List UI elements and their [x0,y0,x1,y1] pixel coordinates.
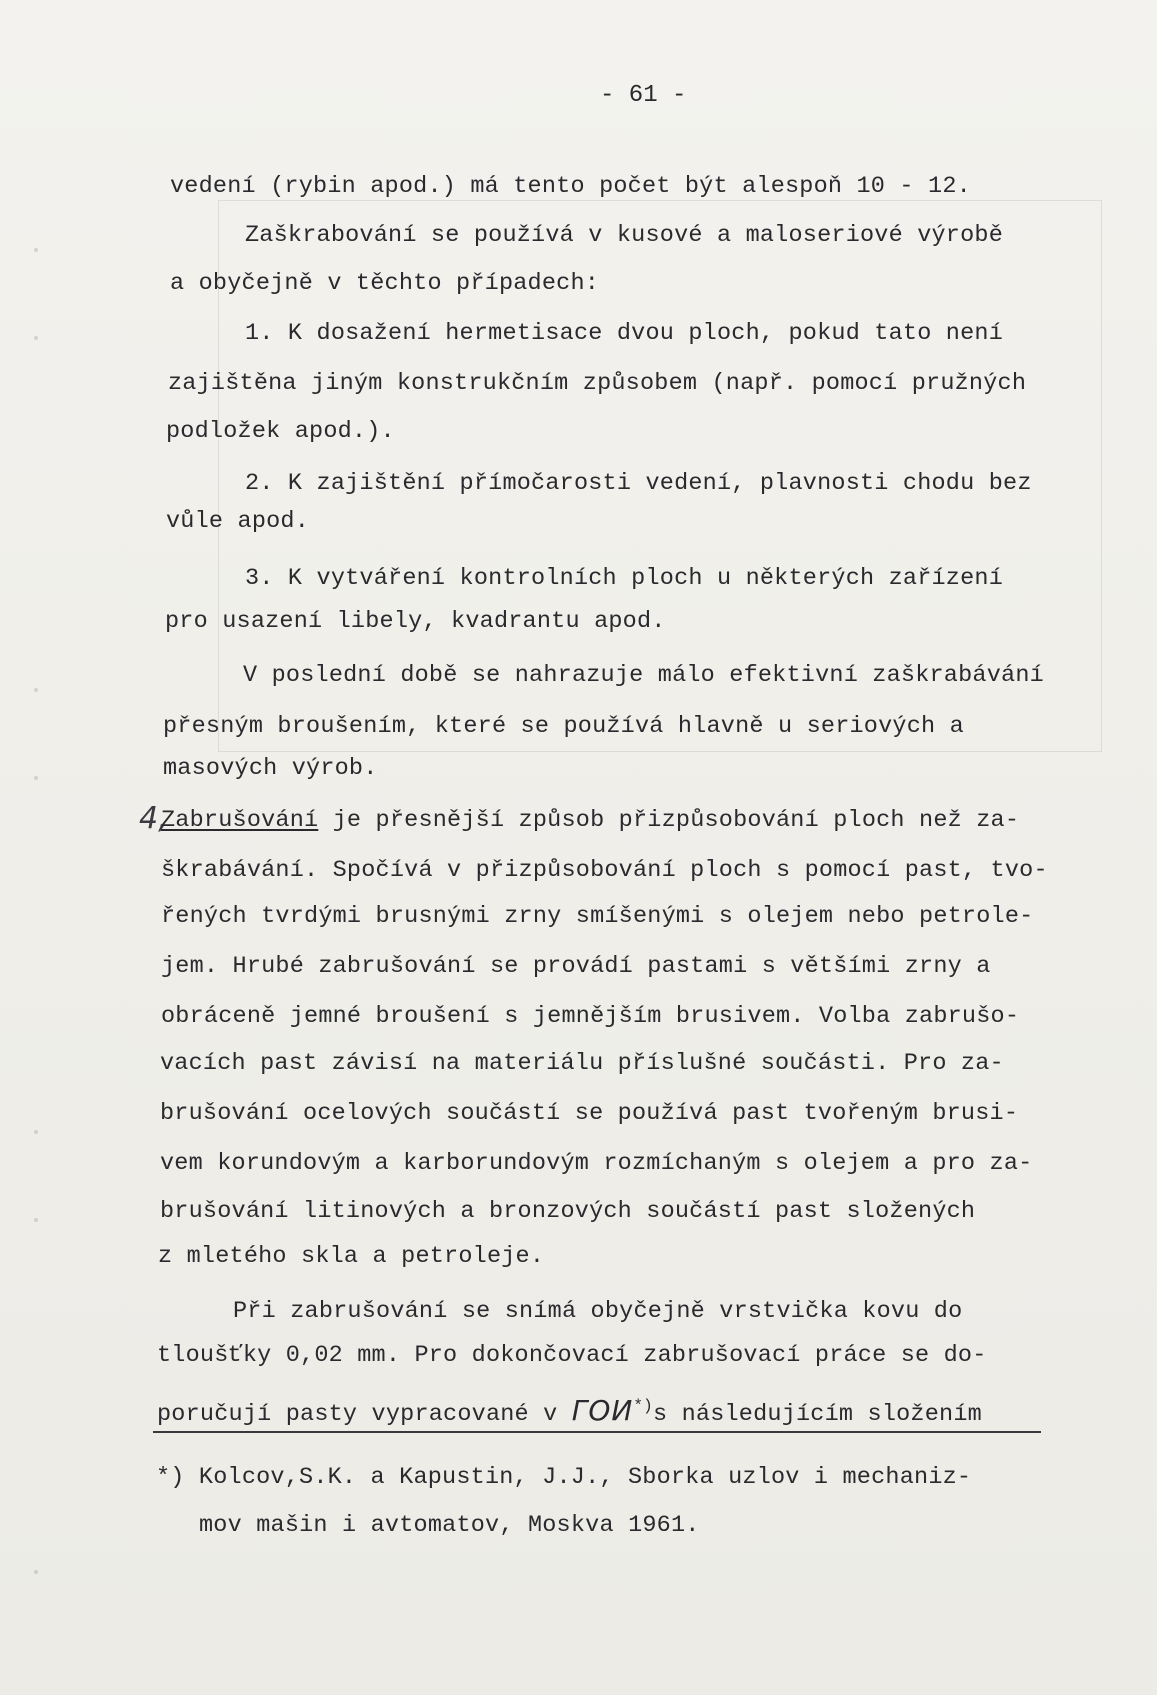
margin-speck [34,1218,38,1222]
body-line: řených tvrdými brusnými zrny smíšenými s olejem nebo petrole- [161,903,1034,930]
body-line: vedení (rybin apod.) má tento počet být alespoň 10 - 12. [170,173,971,200]
body-line-text: je přesnější způsob přizpůsobování ploch než za- [318,807,1020,834]
handwritten-abbreviation: ГОИ [571,1394,634,1427]
body-line: tloušťky 0,02 mm. Pro dokončovací zabrušovací práce se do- [157,1342,987,1369]
list-item: 3. K vytváření kontrolních ploch u některých zařízení [245,565,1004,592]
list-item: 2. K zajištění přímočarosti vedení, plavnosti chodu bez [245,470,1032,497]
body-line: zajištěna jiným konstrukčním způsobem (např. pomocí pružných [168,370,1027,397]
footnote-line: mov mašin i avtomatov, Moskva 1961. [199,1512,700,1539]
body-line: pro usazení libely, kvadrantu apod. [165,608,666,635]
body-line: a obyčejně v těchto případech: [170,270,600,297]
body-line: brušování ocelových součástí se používá past tvořeným brusi- [160,1100,1019,1127]
body-line: přesným broušením, které se používá hlavně u seriových a [163,713,964,740]
list-item: 1. K dosažení hermetisace dvou ploch, pokud tato není [245,320,1004,347]
body-line: podložek apod.). [166,418,395,445]
margin-speck [34,248,38,252]
body-line: z mletého skla a petroleje. [158,1243,545,1270]
body-line-text: poručují pasty vypracované v [157,1401,572,1428]
margin-speck [34,336,38,340]
margin-speck [34,1130,38,1134]
body-line: škrabávání. Spočívá v přizpůsobování ploch s pomocí past, tvo- [161,857,1048,884]
body-line-text: s následujícím složením [652,1401,982,1428]
handwritten-margin-number: 4, [139,801,168,836]
body-line: jem. Hrubé zabrušování se provádí pastami s většími zrny a [161,953,991,980]
page-number: - 61 - [600,82,687,109]
body-line: vem korundovým a karborundovým rozmíchaným s olejem a pro za- [160,1150,1033,1177]
margin-speck [34,688,38,692]
body-line [157,1392,982,1429]
margin-speck [34,1570,38,1574]
footnote-line: *) Kolcov,S.K. a Kapustin, J.J., Sborka uzlov i mechaniz- [156,1464,972,1491]
footnote-marker: *) [633,1397,653,1415]
body-line: brušování litinových a bronzových součástí past složených [160,1198,976,1225]
body-line: obráceně jemné broušení s jemnějším brusivem. Volba zabrušo- [161,1003,1020,1030]
body-line: Při zabrušování se snímá obyčejně vrstvička kovu do [233,1298,963,1325]
body-line: masových výrob. [163,755,378,782]
body-line: vacích past závisí na materiálu příslušné součásti. Pro za- [160,1050,1004,1077]
section-term: Zabrušování [161,807,319,834]
margin-speck [34,776,38,780]
body-line: vůle apod. [166,508,310,535]
footnote-divider [153,1431,1041,1433]
body-line [161,807,1019,835]
body-line: V poslední době se nahrazuje málo efektivní zaškrabávání [243,662,1044,689]
body-line: Zaškrabování se používá v kusové a maloseriové výrobě [245,222,1004,249]
